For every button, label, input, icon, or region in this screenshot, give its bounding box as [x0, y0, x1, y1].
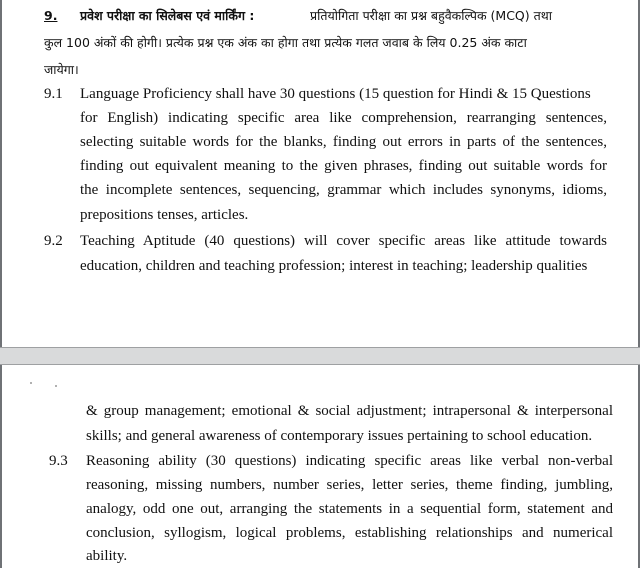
- scan-speck: [55, 385, 57, 387]
- item-9-2-line: Teaching Aptitude (40 questions) will cover specific areas like attitude towards: [80, 233, 607, 249]
- page-left-border: [0, 0, 2, 347]
- item-9-1-line: selecting suitable words for the blanks, finding out errors in parts of the sentences,: [80, 134, 607, 150]
- document-page-bottom: [0, 365, 640, 568]
- item-number-9-3: 9.3: [49, 453, 68, 469]
- item-9-1-line: for English) indicating specific area like comprehension, rearranging sentences,: [80, 110, 607, 126]
- section-paragraph-line: जायेगा।: [44, 62, 79, 77]
- item-9-3-line: ability.: [86, 548, 128, 564]
- page-left-border: [0, 365, 2, 568]
- item-9-3-line: conclusion, syllogism, logical problems, establishing relationships and numerical: [86, 525, 613, 541]
- section-number: 9.: [44, 8, 58, 23]
- item-9-1-line: finding out equivalent meaning to the given phrases, finding out suitable words for: [80, 158, 607, 174]
- item-9-1-line: the incomplete sentences, sequencing, grammar which includes synonyms, idioms,: [80, 182, 607, 198]
- item-9-2-continued-line: skills; and general awareness of contemporary issues pertaining to school education.: [86, 428, 593, 444]
- item-number-9-1: 9.1: [44, 86, 63, 102]
- item-9-2-continued-line: & group management; emotional & social adjustment; intrapersonal & interpersonal: [86, 403, 613, 419]
- section-heading-text: प्रतियोगिता परीक्षा का प्रश्न बहुवैकल्पिक (MCQ) तथा: [310, 8, 552, 23]
- section-paragraph-line: कुल 100 अंकों की होगी। प्रत्येक प्रश्न एक अंक का होगा तथा प्रत्येक गलत जवाब के लिय 0.25 अंक काटा: [44, 35, 527, 50]
- item-9-1-line: prepositions tenses, articles.: [80, 207, 249, 223]
- page-separator: [0, 347, 640, 365]
- item-9-3-line: analogy, odd one out, arranging the statements in a sequential form, statement and: [86, 501, 613, 517]
- item-9-2-line: education, children and teaching profession; interest in teaching; leadership qualities: [80, 258, 588, 274]
- item-9-3-line: Reasoning ability (30 questions) indicating specific areas like verbal non-verbal: [86, 453, 613, 469]
- item-number-9-2: 9.2: [44, 233, 63, 249]
- section-heading: प्रवेश परीक्षा का सिलेबस एवं मार्किंग :: [80, 8, 255, 23]
- item-9-1-line: Language Proficiency shall have 30 questions (15 question for Hindi & 15 Questions: [80, 86, 591, 102]
- scan-speck: [30, 382, 32, 384]
- item-9-3-line: reasoning, missing numbers, number series, letter series, theme finding, jumbling,: [86, 477, 613, 493]
